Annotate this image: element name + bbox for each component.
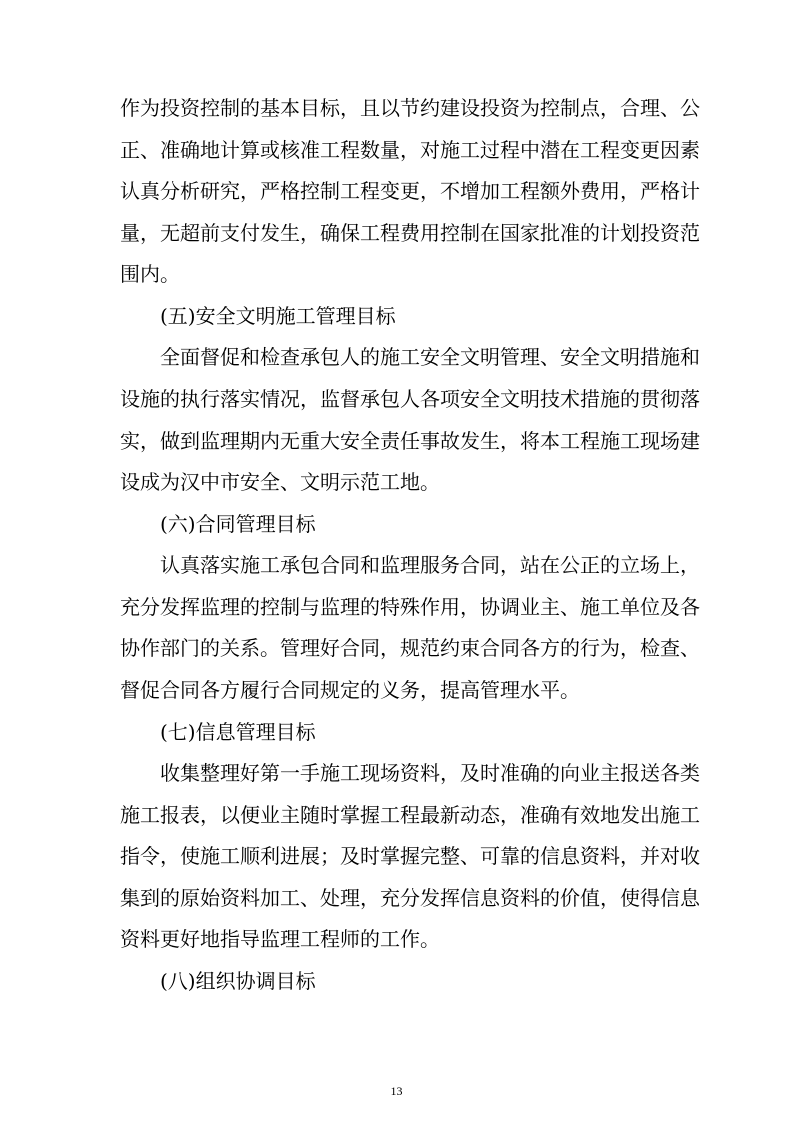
section-coordination-heading: (八)组织协调目标 [160, 969, 316, 993]
page-number: 13 [390, 1084, 403, 1098]
body-text-line: 实，做到监理期内无重大安全责任事故发生，将本工程施工现场建 [120, 429, 700, 453]
body-text-line: 量，无超前支付发生，确保工程费用控制在国家批准的计划投资范 [120, 221, 700, 245]
body-text-line: 围内。 [120, 262, 180, 286]
body-text-line: 充分发挥监理的控制与监理的特殊作用，协调业主、施工单位及各 [120, 595, 700, 619]
section-safety-heading: (五)安全文明施工管理目标 [160, 304, 396, 328]
body-text-line: 指令，使施工顺利进展；及时掌握完整、可靠的信息资料，并对收 [120, 844, 700, 868]
body-text-line: 施工报表，以便业主随时掌握工程最新动态，准确有效地发出施工 [120, 803, 700, 827]
body-text-line: 全面督促和检查承包人的施工安全文明管理、安全文明措施和 [160, 345, 700, 369]
body-text-line: 认真分析研究，严格控制工程变更，不增加工程额外费用，严格计 [120, 179, 700, 203]
body-text-line: 资料更好地指导监理工程师的工作。 [120, 927, 440, 951]
body-text-line: 收集整理好第一手施工现场资料，及时准确的向业主报送各类 [160, 761, 700, 785]
body-text-line: 作为投资控制的基本目标，且以节约建设投资为控制点，合理、公 [120, 96, 700, 120]
body-text-line: 正、准确地计算或核准工程数量，对施工过程中潜在工程变更因素 [120, 138, 700, 162]
body-text-line: 设施的执行落实情况，监督承包人各项安全文明技术措施的贯彻落 [120, 387, 700, 411]
body-text-line: 督促合同各方履行合同规定的义务，提高管理水平。 [120, 678, 580, 702]
body-text-line: 认真落实施工承包合同和监理服务合同，站在公正的立场上， [160, 553, 700, 577]
section-contract-heading: (六)合同管理目标 [160, 512, 316, 536]
body-text-line: 协作部门的关系。管理好合同，规范约束合同各方的行为，检查、 [120, 636, 700, 660]
section-information-heading: (七)信息管理目标 [160, 720, 316, 744]
body-text-line: 设成为汉中市安全、文明示范工地。 [120, 470, 440, 494]
body-text-line: 集到的原始资料加工、处理，充分发挥信息资料的价值，使得信息 [120, 886, 700, 910]
